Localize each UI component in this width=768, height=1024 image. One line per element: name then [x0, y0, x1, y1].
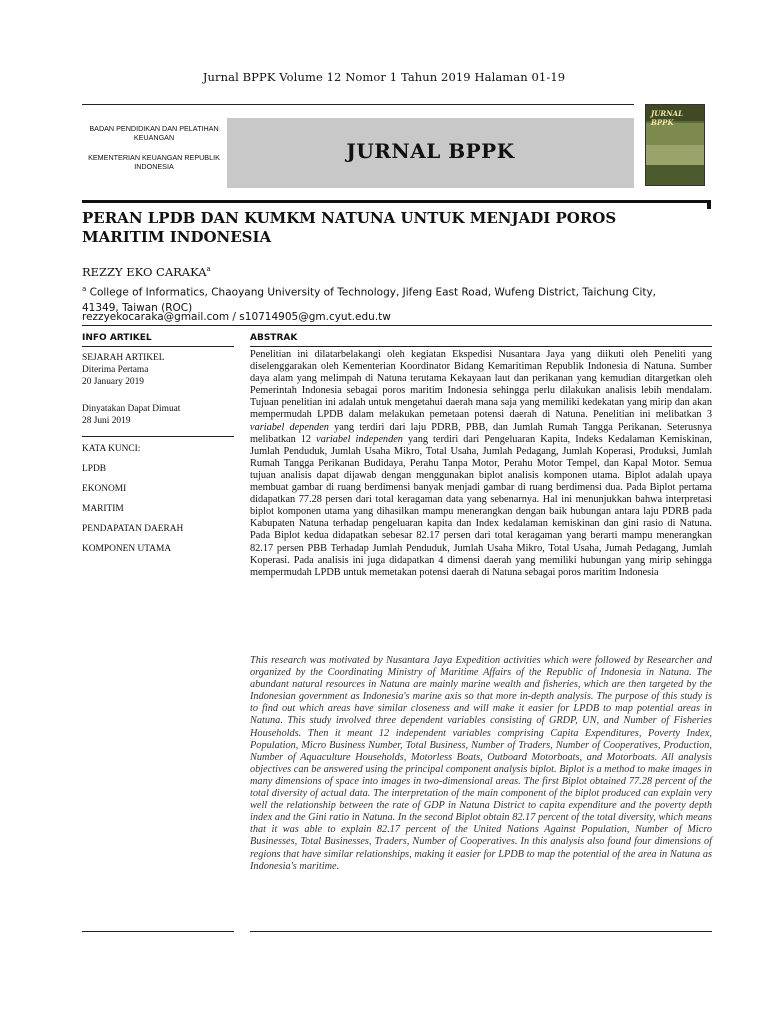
keywords-label: KATA KUNCI:	[82, 444, 141, 454]
history-label: SEJARAH ARTIKEL	[82, 353, 165, 363]
acceptance	[82, 403, 232, 427]
left-bottom-rule	[82, 931, 234, 932]
title-separator	[82, 200, 710, 203]
institution-2: KEMENTERIAN KEUANGAN REPUBLIK INDONESIA	[88, 153, 220, 171]
info-heading: INFO ARTIKEL	[82, 333, 152, 343]
article-history	[82, 352, 232, 388]
affiliation-text: College of Informatics, Chaoyang University of Technology, Jifeng East Road, Wufeng District, Taichung City, 41349, Taiwan (ROC)	[82, 286, 657, 314]
author-email[interactable]: rezzyekocaraka@gmail.com / s10714905@gm.cyut.edu.tw	[82, 311, 391, 323]
author-name: REZZY EKO CARAKA	[82, 265, 207, 279]
journal-cover-image	[645, 104, 705, 186]
info-top-rule	[82, 325, 712, 326]
keyword-item: KOMPONEN UTAMA	[82, 544, 172, 554]
paper-title: PERAN LPDB DAN KUMKM NATUNA UNTUK MENJADI POROS MARITIM INDONESIA	[82, 209, 617, 246]
author-line	[82, 265, 211, 279]
author-sup: a	[206, 265, 211, 274]
abstract-id-italic1: variabel dependen	[250, 421, 329, 433]
abstract-id-part2: yang terdiri dari laju PDRB, PBB, dan Jumlah Rumah Tangga Perikanan. Seterusnya melibatkan 12	[250, 421, 713, 445]
journal-header-line: Jurnal BPPK Volume 12 Nomor 1 Tahun 2019 Halaman 01-19	[202, 70, 566, 84]
abstract-heading-rule	[250, 346, 712, 347]
accepted-label: Dinyatakan Dapat Dimuat	[82, 404, 181, 414]
received-label: Diterima Pertama	[82, 365, 149, 375]
journal-title: JURNAL BPPK	[346, 139, 515, 163]
keyword-item: EKONOMI	[82, 484, 127, 494]
right-bottom-rule	[250, 931, 712, 932]
keyword-item: MARITIM	[82, 504, 124, 514]
header-rule	[82, 104, 634, 105]
abstract-heading: ABSTRAK	[250, 333, 298, 343]
keyword-item: PENDAPATAN DAERAH	[82, 524, 184, 534]
affil-sup: a	[82, 285, 87, 293]
keywords-top-rule	[82, 436, 234, 437]
received-date: 20 January 2019	[82, 377, 144, 387]
institution-1: BADAN PENDIDIKAN DAN PELATIHAN KEUANGAN	[89, 124, 219, 142]
info-heading-rule	[82, 346, 234, 347]
abstract-id-part3: yang terdiri dari Pengeluaran Kapita, Indeks Kedalaman Kemiskinan, Jumlah Penduduk, Jumlah Usaha Mikro, Total Usaha, Jumlah Pedagang, Jumlah Koperasi, Produksi, Jumlah Rumah Tangga Perikanan Budidaya, Perahu Tanpa Motor, Perahu Motor Tempel, dan Kapal Motor. Semua tujuan analisis dapat dijawab dengan menggunakan biplot analisis komponen utama. Biplot adalah upaya membuat gambar di ruang berdimensi banyak menjadi gambar di ruang berdimensi dua. Pada Biplot pertama didapatkan 77.28 persen dari total keragaman data yang sebenarnya. Hal ini menunjukkan bahwa interpretasi biplot komponen utama yang dihasilkan mampu menerangkan dengan baik hubungan antara laju PDRB pada Kabupaten Natuna terhadap pengeluaran kapita dan Index kedalaman kemiskinan dan gini rasio di Natuna. Pada Biplot kedua didapatkan sebesar 82.17 persen dari total keragaman yang berarti mampu menerangkan 82.17 persen PBB Terhadap Jumlah Penduduk, Jumlah Usaha Mikro, Total Usaha, Jumah Pedagang, Jumlah Koperasi. Pada analisis ini juga didapatkan 4 dimensi daerah yang memiliki hubungan yang mirip sehingga mempermudah LPDB untuk memetakan potensi daerah di Natuna sebagai poros maritim Indonesia	[250, 433, 713, 578]
keyword-item: LPDB	[82, 464, 106, 474]
accepted-date: 28 Juni 2019	[82, 416, 131, 426]
separator-cap	[707, 200, 711, 209]
abstract-english: This research was motivated by Nusantara Jaya Expedition activities which were followed by Researcher and organized by the Coordinating Ministry of Maritime Affairs of the Republic of Indonesia in Natuna. The abundant natural resources in Natuna are mainly marine wealth and fisheries, which are then targeted by the Indonesian government as Indonesia's marine axis so that more in-depth analysis. The purpose of this study is to find out which areas have similar closeness and will make it easier for LPDB to map potential areas in Natuna. This study involved three dependent variables consisting of GRDP, UN, and Number of Fisheries Households. Then it meant 12 independent variables comprising Capita Expenditures, Poverty Index, Population, Micro Business Number, Total Business, Number of Traders, Number of Cooperatives, Production, Number of Aquaculture Households, Motorless Boats, Outboard Motorboats, and Motorboats. All analysis objectives can be answered using the principal component analysis biplot. Biplot is a method to make images in many dimensions of space into images in two-dimensional areas. The first Biplot obtained 77.28 percent of the total diversity of actual data. The interpretation of the main component of the biplot produced can explain very well the relationship between the rate of GDP in Natuna District to capita expenditure and the poverty depth index and the Gini ratio in Natuna. In the second Biplot obtain 82.17 percent of the total diversity, which means that it was able to explain 82.17 percent of the United Nations Against Population, Number of Micro Businesses, Total Businesses, Traders, Number of Cooperatives. In this analysis also found four dimensions of regions that have similar relationships, making it easier for LPDB to map the potential of the area in Natuna as Indonesia's maritime.	[250, 655, 712, 872]
abstract-id-part1: Penelitian ini dilatarbelakangi oleh kegiatan Ekspedisi Nusantara Jaya yang diikuti oleh Peneliti yang diselenggarakan oleh Kementerian Koordinator Bidang Kemaritiman Republik Indonesia di Natuna. Sumber daya alam yang melimpah di Natuna terutama Kekayaan laut dan perikanan yang kemudian ditargetkan oleh Pemerintah Indonesia sebagai poros maritim Indonesia sehingga perlu dilakukan analisis lebih mendalam. Tujuan penelitian ini adalah untuk mengetahui daerah mana saja yang memiliki kedekatan yang mirip dan akan mempermudah LPDB dalam melakukan pemetaan potensi daerah di Natuna. Penelitian ini melibatkan 3	[250, 349, 712, 421]
abstract-indonesian	[250, 349, 712, 579]
abstract-id-italic2: variabel independen	[316, 433, 403, 445]
cover-label: JURNAL BPPK	[651, 109, 683, 127]
